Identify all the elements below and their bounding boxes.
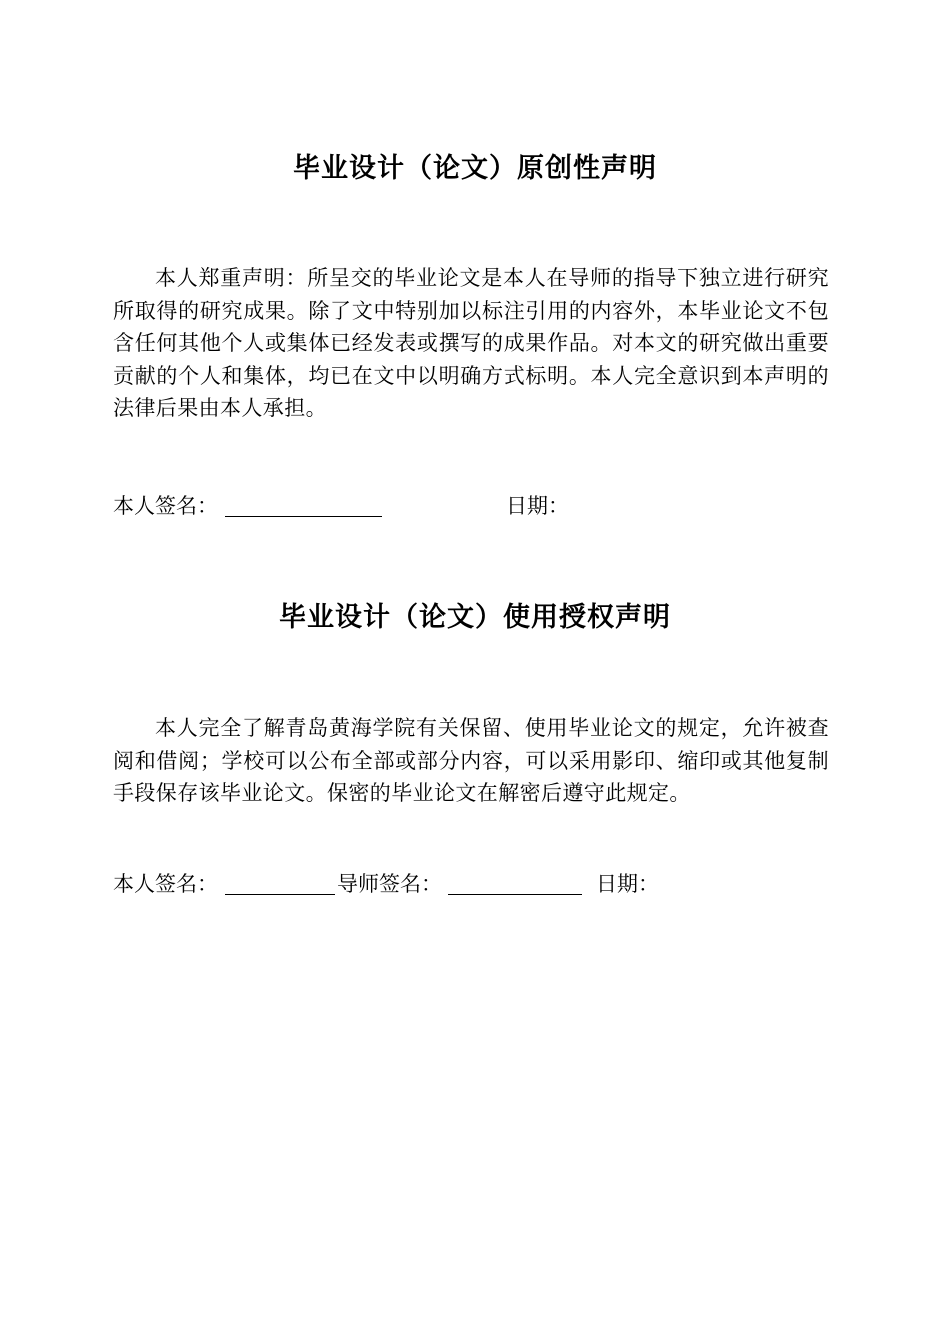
advisor-signature-line	[448, 894, 582, 895]
author-signature-label: 本人签名：	[113, 494, 218, 518]
date-label: 日期：	[506, 494, 569, 518]
originality-declaration-title: 毕业设计（论文）原创性声明	[293, 153, 657, 184]
authorization-declaration-text: 本人完全了解青岛黄海学院有关保留、使用毕业论文的规定，允许被查阅和借阅；学校可以公布全部或部分内容，可以采用影印、缩印或其他复制手段保存该毕业论文。保密的毕业论文在解密后遵守此规定。	[113, 716, 829, 805]
originality-declaration-text: 本人郑重声明：所呈交的毕业论文是本人在导师的指导下独立进行研究所取得的研究成果。除了文中特别加以标注引用的内容外，本毕业论文不包含任何其他个人或集体已经发表或撰写的成果作品。对本文的研究做出重要贡献的个人和集体，均已在文中以明确方式标明。本人完全意识到本声明的法律后果由本人承担。	[113, 266, 829, 420]
author-signature-label: 本人签名：	[113, 872, 218, 896]
originality-signature-row	[113, 490, 829, 522]
date-label: 日期：	[596, 872, 659, 896]
advisor-signature-label: 导师签名：	[337, 872, 442, 896]
authorization-signature-row	[113, 868, 829, 900]
author-signature-line	[225, 894, 335, 895]
authorization-declaration-title: 毕业设计（论文）使用授权声明	[279, 602, 671, 633]
author-signature-line	[225, 516, 382, 517]
